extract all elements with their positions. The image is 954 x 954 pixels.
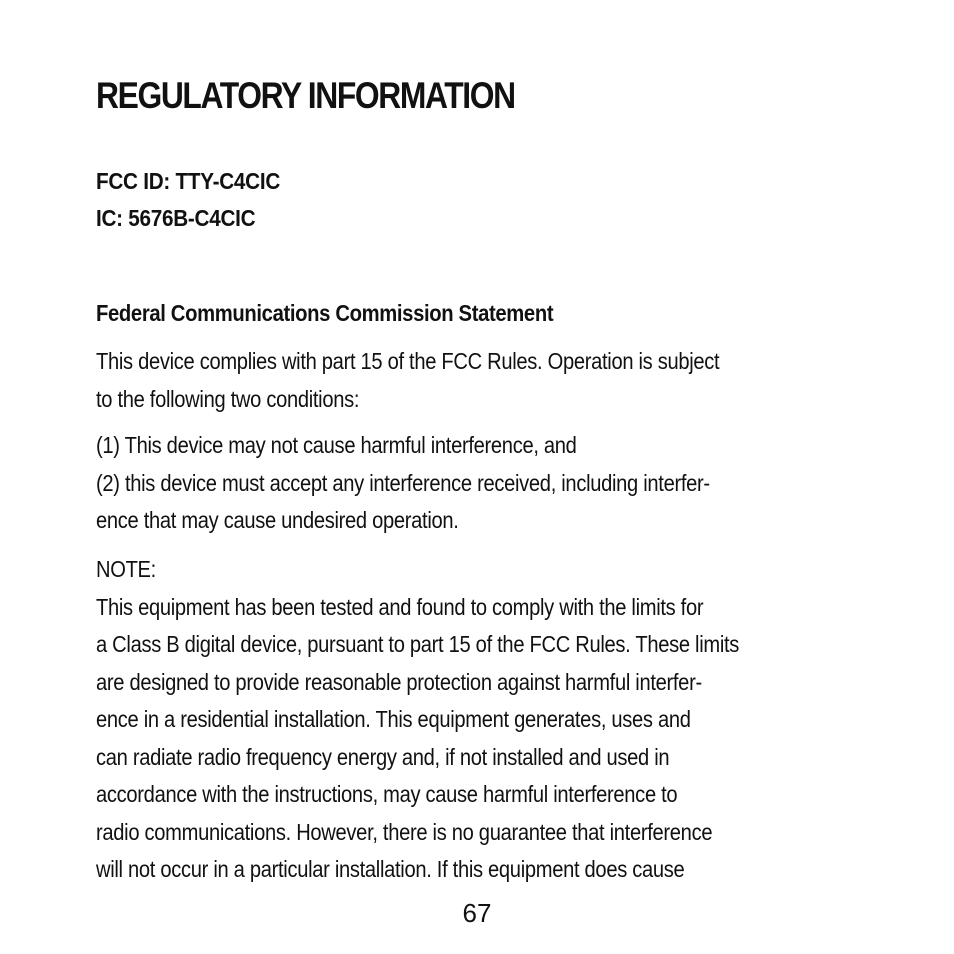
paragraph-line: can radiate radio frequency energy and, if not installed and used in xyxy=(96,743,670,770)
paragraph-line: radio communications. However, there is no guarantee that interference xyxy=(96,818,713,845)
paragraph-line: to the following two conditions: xyxy=(96,385,360,412)
document-page xyxy=(96,0,886,954)
paragraph-compliance xyxy=(96,343,884,418)
paragraph-line: accordance with the instructions, may cause harmful interference to xyxy=(96,781,678,807)
paragraph-line: a Class B digital device, pursuant to part 15 of the FCC Rules. These limits xyxy=(96,631,740,657)
paragraph-line: (1) This device may not cause harmful interference, and xyxy=(96,432,577,458)
paragraph-conditions xyxy=(96,427,884,540)
fcc-id: FCC ID: TTY-C4CIC xyxy=(96,168,281,194)
paragraph-line: will not occur in a particular installation. If this equipment does cause xyxy=(96,856,685,882)
paragraph-line: (2) this device must accept any interference received, including interfer- xyxy=(96,469,710,496)
paragraph-line: This equipment has been tested and found to comply with the limits for xyxy=(96,593,704,620)
paragraph-line: ence in a residential installation. This equipment generates, uses and xyxy=(96,706,691,732)
paragraph-line: are designed to provide reasonable protection against harmful interfer- xyxy=(96,668,702,695)
paragraph-line: ence that may cause undesired operation. xyxy=(96,507,459,533)
section-heading: Federal Communications Commission Statement xyxy=(96,300,554,326)
ic-id: IC: 5676B-C4CIC xyxy=(96,205,256,231)
paragraph-note xyxy=(96,551,884,889)
note-label: NOTE: xyxy=(96,556,156,582)
paragraph-line: This device complies with part 15 of the FCC Rules. Operation is subject xyxy=(96,348,720,374)
page-number: 67 xyxy=(462,898,492,928)
page-title: REGULATORY INFORMATION xyxy=(96,75,515,116)
regulatory-ids xyxy=(96,163,300,237)
